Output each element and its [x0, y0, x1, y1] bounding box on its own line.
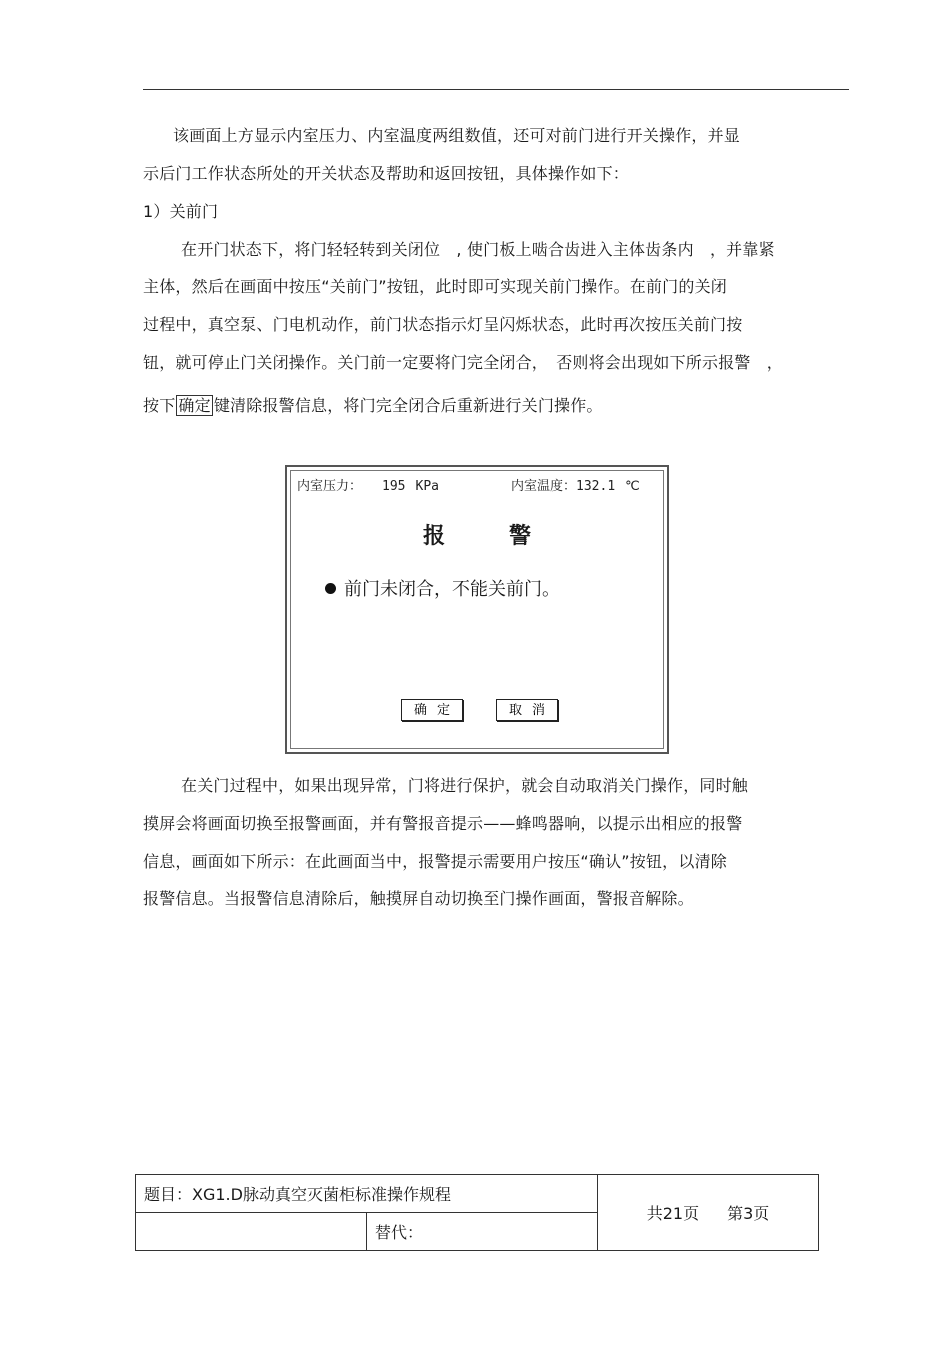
- paragraph-line: 报警信息。当报警信息清除后，触摸屏自动切换至门操作画面，警报音解除。: [143, 889, 694, 908]
- paragraph-line: 过程中，真空泵、门电机动作，前门状态指示灯呈闪烁状态，此时再次按压关前门按: [143, 315, 743, 334]
- paragraph-line: 信息，画面如下所示：在此画面当中，报警提示需要用户按压“确认”按钮，以清除: [143, 852, 727, 871]
- cancel-button[interactable]: 取消: [496, 699, 558, 721]
- pressure-unit: KPa: [415, 479, 439, 494]
- paragraph-line: 摸屏会将画面切换至报警画面，并有警报音提示——蜂鸣器响，以提示出相应的报警: [143, 814, 743, 833]
- temperature-readout: [511, 475, 640, 494]
- paragraph-line: [143, 395, 603, 417]
- total-pages: 共21页: [646, 1204, 700, 1223]
- header-rule: [143, 89, 849, 90]
- paragraph-line: 钮，就可停止门关闭操作。关门前一定要将门完全闭合， 否则将会出现如下所示报警 ，: [143, 353, 784, 372]
- footer-table: [135, 1174, 819, 1251]
- pressure-readout: [297, 475, 439, 494]
- alarm-screen: [285, 465, 669, 754]
- paragraph-line: 在开门状态下，将门轻轻转到关闭位 , 使门板上啮合齿进入主体齿条内 ，并靠紧: [181, 240, 775, 259]
- paragraph-line: 主体，然后在画面中按压“关前门”按钮，此时即可实现关前门操作。在前门的关闭: [143, 277, 727, 296]
- pressure-value: 195: [382, 479, 406, 494]
- temp-unit: ℃: [625, 479, 640, 494]
- paragraph-line: 在关门过程中，如果出现异常，门将进行保护，就会自动取消关门操作，同时触: [181, 776, 749, 795]
- bullet-icon: [325, 583, 336, 594]
- text-segment: 键清除报警信息，将门完全闭合后重新进行关门操作。: [213, 396, 603, 415]
- intro-line-1: 该画面上方显示内室压力、内室温度两组数值，还可对前门进行开关操作，并显: [173, 126, 741, 145]
- section-heading: 1）关前门: [143, 202, 219, 221]
- footer-empty-cell: [136, 1213, 367, 1251]
- alarm-title: 报警: [422, 523, 595, 549]
- title-label: 题目：: [144, 1185, 193, 1204]
- confirm-key-label: 确定: [178, 396, 211, 415]
- replace-label: 替代：: [375, 1223, 424, 1242]
- temp-label: 内室温度：: [511, 479, 577, 494]
- footer-replace-cell: [367, 1213, 598, 1251]
- alarm-screen-frame: [290, 470, 664, 749]
- current-page: 第3页: [727, 1204, 770, 1223]
- footer-title-cell: [136, 1175, 598, 1213]
- intro-line-2: 示后门工作状态所处的开关状态及帮助和返回按钮，具体操作如下：: [143, 164, 630, 183]
- temp-value: 132.1: [576, 479, 616, 494]
- alarm-message-text: 前门未闭合，不能关前门。: [344, 579, 560, 600]
- text-segment: 按下: [143, 396, 176, 415]
- footer-pages-cell: [598, 1175, 819, 1251]
- ok-button[interactable]: 确定: [401, 699, 463, 721]
- pressure-label: 内室压力：: [297, 479, 363, 494]
- alarm-message: [325, 575, 560, 601]
- title-text: XG1.D脉动真空灭菌柜标准操作规程: [192, 1185, 451, 1204]
